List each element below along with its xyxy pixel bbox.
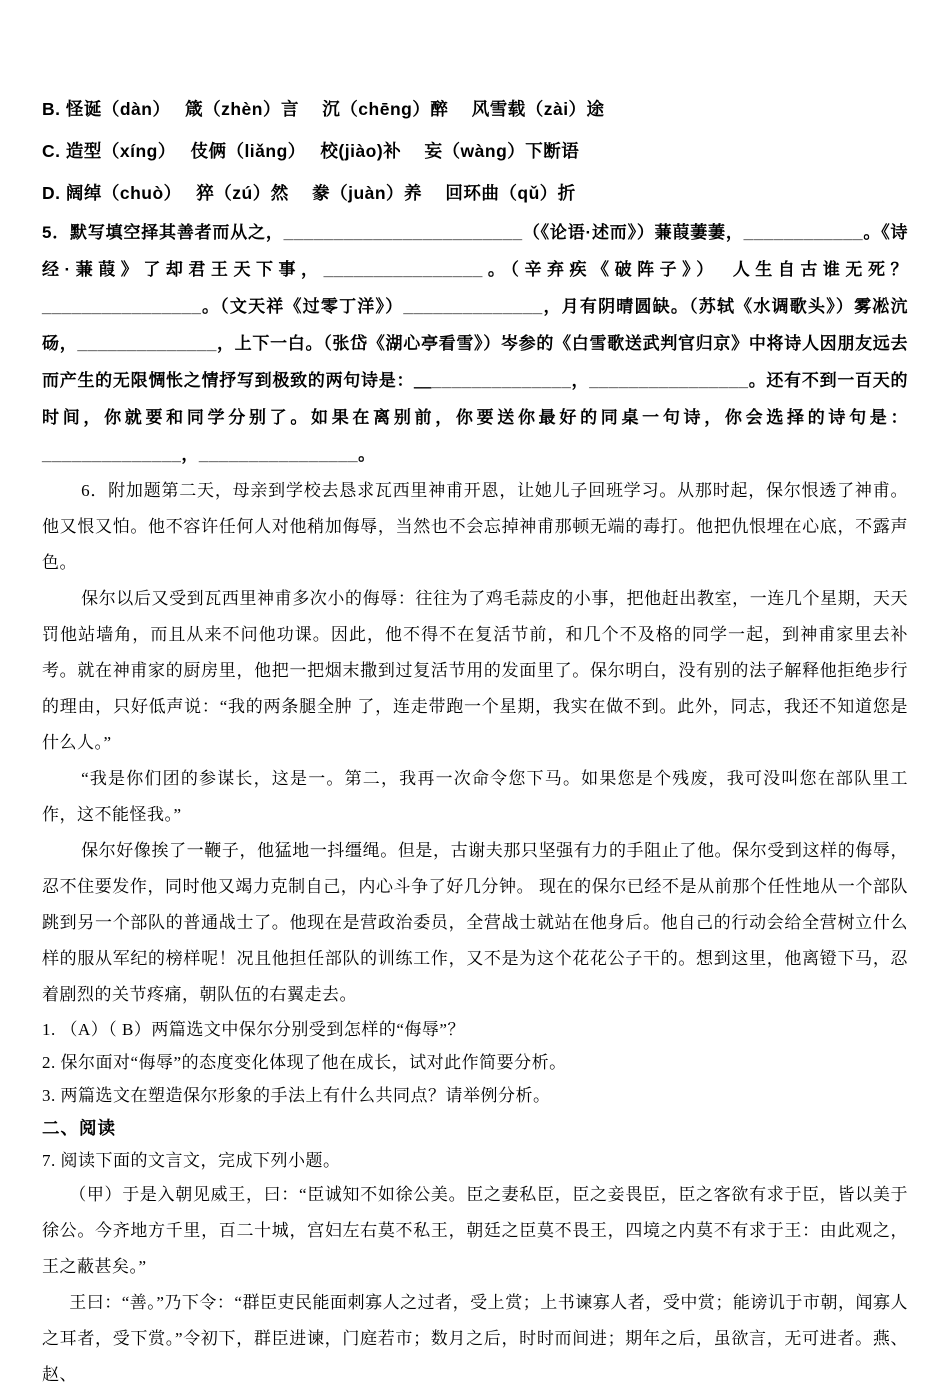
question-6-sub-question-2: 2. 保尔面对“侮辱”的态度变化体现了他在成长，试对此作简要分析。 bbox=[42, 1053, 567, 1072]
question-6-passage-paragraph-4: 保尔好像挨了一鞭子，他猛地一抖缰绳。但是，古谢夫那只坚强有力的手阻止了他。保尔受到这样的侮辱，忍不住要发作，同时他又竭力克制自己，内心斗争了好几分钟。 现在的保尔已经不是从前那个任性地从一个部队跳到另一个部队的普通战士了。他现在是营政治委员，全营战士就站在他身后。他自己的行动会给全营树立什么样的服从军纪的榜样呢！况且他担任部队的训练工作，又不是为这个花花公子干的。想到这里，他离镫下马，忍着剧烈的关节疼痛，朝队伍的右翼走去。 bbox=[42, 841, 908, 1004]
question-5-dictation-fill-blanks: 5．默写填空择其善者而从之，________________________（《论语·述而》）蒹葭萋萋，____________。《诗经·蒹葭》了却君王天下事，________________。（辛弃疾《破阵子》） 人生自古谁无死？________________。（文天祥《过零丁洋》）______________，月有阴晴圆缺。（苏轼《水调歌头》）雾凇沆砀，______________，上下一白。（张岱《湖心亭看雪》）岑参的《白雪歌送武判官归京》中将诗人因朋友远去而产生的无限惆怅之情抒写到极致的两句诗是：＿______________，________________。还有不到一百天的时间，你就要和同学分别了。如果在离别前，你要送你最好的同桌一句诗，你会选择的诗句是：______________，________________。 bbox=[42, 223, 908, 464]
question-6-passage-paragraph-3: “我是你们团的参谋长，这是一。第二，我再一次命令您下马。如果您是个残废，我可没叫您在部队里工作，这不能怪我。” bbox=[42, 769, 908, 824]
question-7-classical-passage-jia: （甲）于是入朝见威王，曰：“臣诚知不如徐公美。臣之妻私臣，臣之妾畏臣，臣之客欲有求于臣，皆以美于徐公。今齐地方千里，百二十城，宫妇左右莫不私王，朝廷之臣莫不畏王，四境之内莫不有求于王：由此观之，王之蔽甚矣。” bbox=[42, 1185, 908, 1276]
pinyin-option-d: D. 阔绰（chuò） 猝（zú）然 豢（juàn）养 回环曲（qǔ）折 bbox=[42, 183, 576, 203]
question-7-classical-passage-wang: 王曰：“善。”乃下令：“群臣吏民能面刺寡人之过者，受上赏；上书谏寡人者，受中赏；能谤讥于市朝，闻寡人之耳者，受下赏。”令初下，群臣进谏，门庭若市；数月之后，时时而间进；期年之后，虽欲言，无可进者。燕、赵、 bbox=[42, 1293, 908, 1384]
question-6-sub-question-3: 3. 两篇选文在塑造保尔形象的手法上有什么共同点？请举例分析。 bbox=[42, 1086, 551, 1105]
section-2-reading-heading: 二、阅读 bbox=[42, 1118, 116, 1138]
pinyin-option-b: B. 怪诞（dàn） 箴（zhèn）言 沉（chēng）醉 风雪载（zài）途 bbox=[42, 99, 605, 119]
question-6-passage-paragraph-1: 6．附加题第二天，母亲到学校去恳求瓦西里神甫开恩，让她儿子回班学习。从那时起，保尔恨透了神甫。他又恨又怕。他不容许任何人对他稍加侮辱，当然也不会忘掉神甫那顿无端的毒打。他把仇恨埋在心底，不露声色。 bbox=[42, 481, 908, 572]
question-7-instruction: 7. 阅读下面的文言文，完成下列小题。 bbox=[42, 1151, 341, 1170]
question-6-sub-question-1: 1. （A）（ B）两篇选文中保尔分别受到怎样的“侮辱”？ bbox=[42, 1020, 465, 1039]
pinyin-option-c: C. 造型（xíng） 伎俩（liǎng） 校(jiào)补 妄（wàng）下断语 bbox=[42, 141, 580, 161]
question-6-passage-paragraph-2: 保尔以后又受到瓦西里神甫多次小的侮辱：往往为了鸡毛蒜皮的小事，把他赶出教室，一连几个星期，天天罚他站墙角，而且从来不问他功课。因此，他不得不在复活节前，和几个不及格的同学一起，到神甫家里去补考。就在神甫家的厨房里，他把一把烟末撒到过复活节用的发面里了。保尔明白，没有别的法子解释他拒绝步行的理由，只好低声说：“我的两条腿全肿 了，连走带跑一个星期，我实在做不到。此外，同志，我还不知道您是什么人。” bbox=[42, 589, 908, 752]
